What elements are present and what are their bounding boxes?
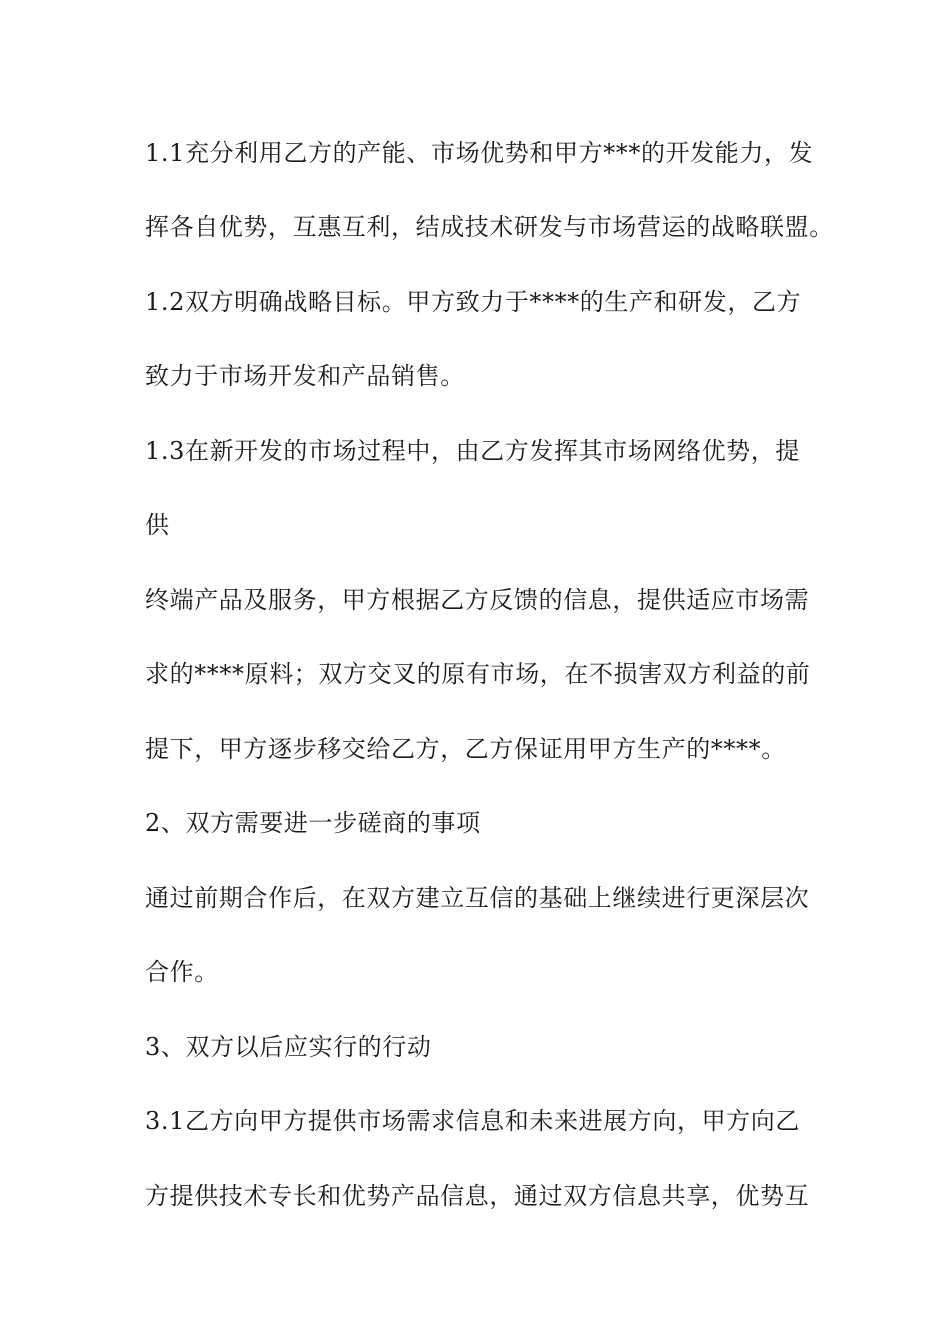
text-line: 合作。 [145,958,219,986]
text-line: 1.3在新开发的市场过程中，由乙方发挥其市场网络优势，提 [145,437,800,465]
text-line: 方提供技术专长和优势产品信息，通过双方信息共享，优势互 [145,1182,810,1210]
section-heading: 2、双方需要进一步磋商的事项 [145,809,481,837]
text-line: 致力于市场开发和产品销售。 [145,362,465,390]
section-heading: 3、双方以后应实行的行动 [145,1033,432,1061]
text-line: 1.2双方明确战略目标。甲方致力于****的生产和研发，乙方 [145,288,802,316]
text-line: 挥各自优势，互惠互利，结成技术研发与市场营运的战略联盟。 [145,213,834,241]
text-line: 求的****原料；双方交叉的原有市场，在不损害双方利益的前 [145,660,811,688]
text-line: 通过前期合作后，在双方建立互信的基础上继续进行更深层次 [145,884,810,912]
text-line: 3.1乙方向甲方提供市场需求信息和未来进展方向，甲方向乙 [145,1107,800,1135]
text-line: 供 [145,511,170,539]
text-line: 终端产品及服务，甲方根据乙方反馈的信息，提供适应市场需 [145,586,810,614]
text-line: 1.1充分利用乙方的产能、市场优势和甲方***的开发能力，发 [145,139,814,167]
text-line: 提下，甲方逐步移交给乙方，乙方保证用甲方生产的****。 [145,735,786,763]
